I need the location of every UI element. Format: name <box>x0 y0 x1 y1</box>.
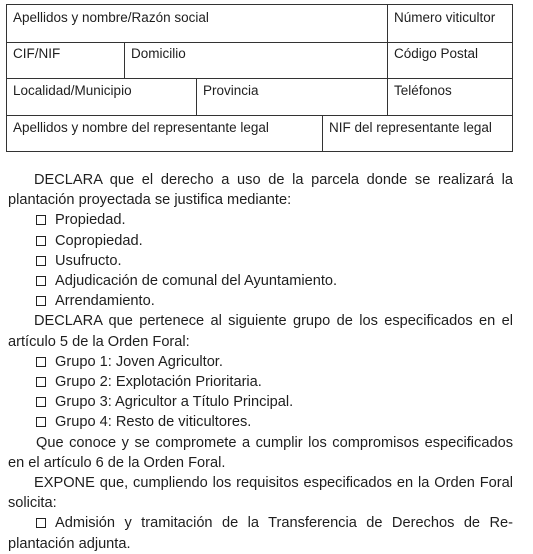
declaration-parcel-use: DECLARA que el derecho a uso de la parcela donde se realizará la plantación proyectada se justifica mediante: <box>8 172 513 209</box>
field-label-cif-nif: CIF/NIF <box>13 46 61 61</box>
column-divider <box>322 115 323 152</box>
checkbox-option-comunal[interactable]: Adjudicación de comunal del Ayuntamiento. <box>8 271 513 291</box>
checkbox-option-grupo-3[interactable]: Grupo 3: Agricultor a Título Principal. <box>8 392 513 412</box>
checkbox-icon[interactable] <box>36 397 46 407</box>
checkbox-icon[interactable] <box>36 296 46 306</box>
checkbox-icon[interactable] <box>36 417 46 427</box>
field-label-domicilio: Domicilio <box>131 46 186 61</box>
field-label-localidad: Localidad/Municipio <box>13 83 132 98</box>
row-divider <box>7 115 512 116</box>
commitment-statement: Que conoce y se compromete a cumplir los compromisos especificados en el artículo 6 de la Orden Foral. <box>8 434 513 471</box>
checkbox-option-arrendamiento[interactable]: Arrendamiento. <box>8 291 513 311</box>
declarations-body <box>8 170 513 554</box>
checkbox-option-propiedad[interactable]: Propiedad. <box>8 210 513 230</box>
field-label-codigo-postal: Código Postal <box>394 46 479 61</box>
checkbox-option-grupo-1[interactable]: Grupo 1: Joven Agricultor. <box>8 352 513 372</box>
column-divider <box>124 42 125 78</box>
checkbox-icon[interactable] <box>36 236 46 246</box>
field-label-numero-viticultor: Número viticultor <box>394 10 496 25</box>
field-label-provincia: Provincia <box>203 83 259 98</box>
column-divider <box>387 5 388 115</box>
checkbox-icon[interactable] <box>36 518 46 528</box>
checkbox-option-admision[interactable]: Admisión y tramitación de la Transferencia de Derechos de Re-plantación adjunta. <box>8 515 513 552</box>
applicant-form-table <box>6 4 513 152</box>
checkbox-icon[interactable] <box>36 377 46 387</box>
checkbox-icon[interactable] <box>36 276 46 286</box>
exposition-statement: EXPONE que, cumpliendo los requisitos especificados en la Orden Foral solicita: <box>8 475 513 512</box>
checkbox-option-copropiedad[interactable]: Copropiedad. <box>8 231 513 251</box>
field-label-representante: Apellidos y nombre del representante legal <box>13 120 269 135</box>
checkbox-icon[interactable] <box>36 357 46 367</box>
field-label-nombre: Apellidos y nombre/Razón social <box>13 10 209 25</box>
row-divider <box>7 42 512 43</box>
checkbox-icon[interactable] <box>36 256 46 266</box>
field-label-telefonos: Teléfonos <box>394 83 452 98</box>
checkbox-icon[interactable] <box>36 215 46 225</box>
column-divider <box>196 78 197 115</box>
row-divider <box>7 78 512 79</box>
checkbox-option-grupo-2[interactable]: Grupo 2: Explotación Prioritaria. <box>8 372 513 392</box>
checkbox-option-grupo-4[interactable]: Grupo 4: Resto de viticultores. <box>8 412 513 432</box>
checkbox-option-usufructo[interactable]: Usufructo. <box>8 251 513 271</box>
field-label-nif-representante: NIF del representante legal <box>329 120 492 135</box>
declaration-group: DECLARA que pertenece al siguiente grupo de los especificados en el artículo 5 de la Orden Foral: <box>8 313 513 350</box>
